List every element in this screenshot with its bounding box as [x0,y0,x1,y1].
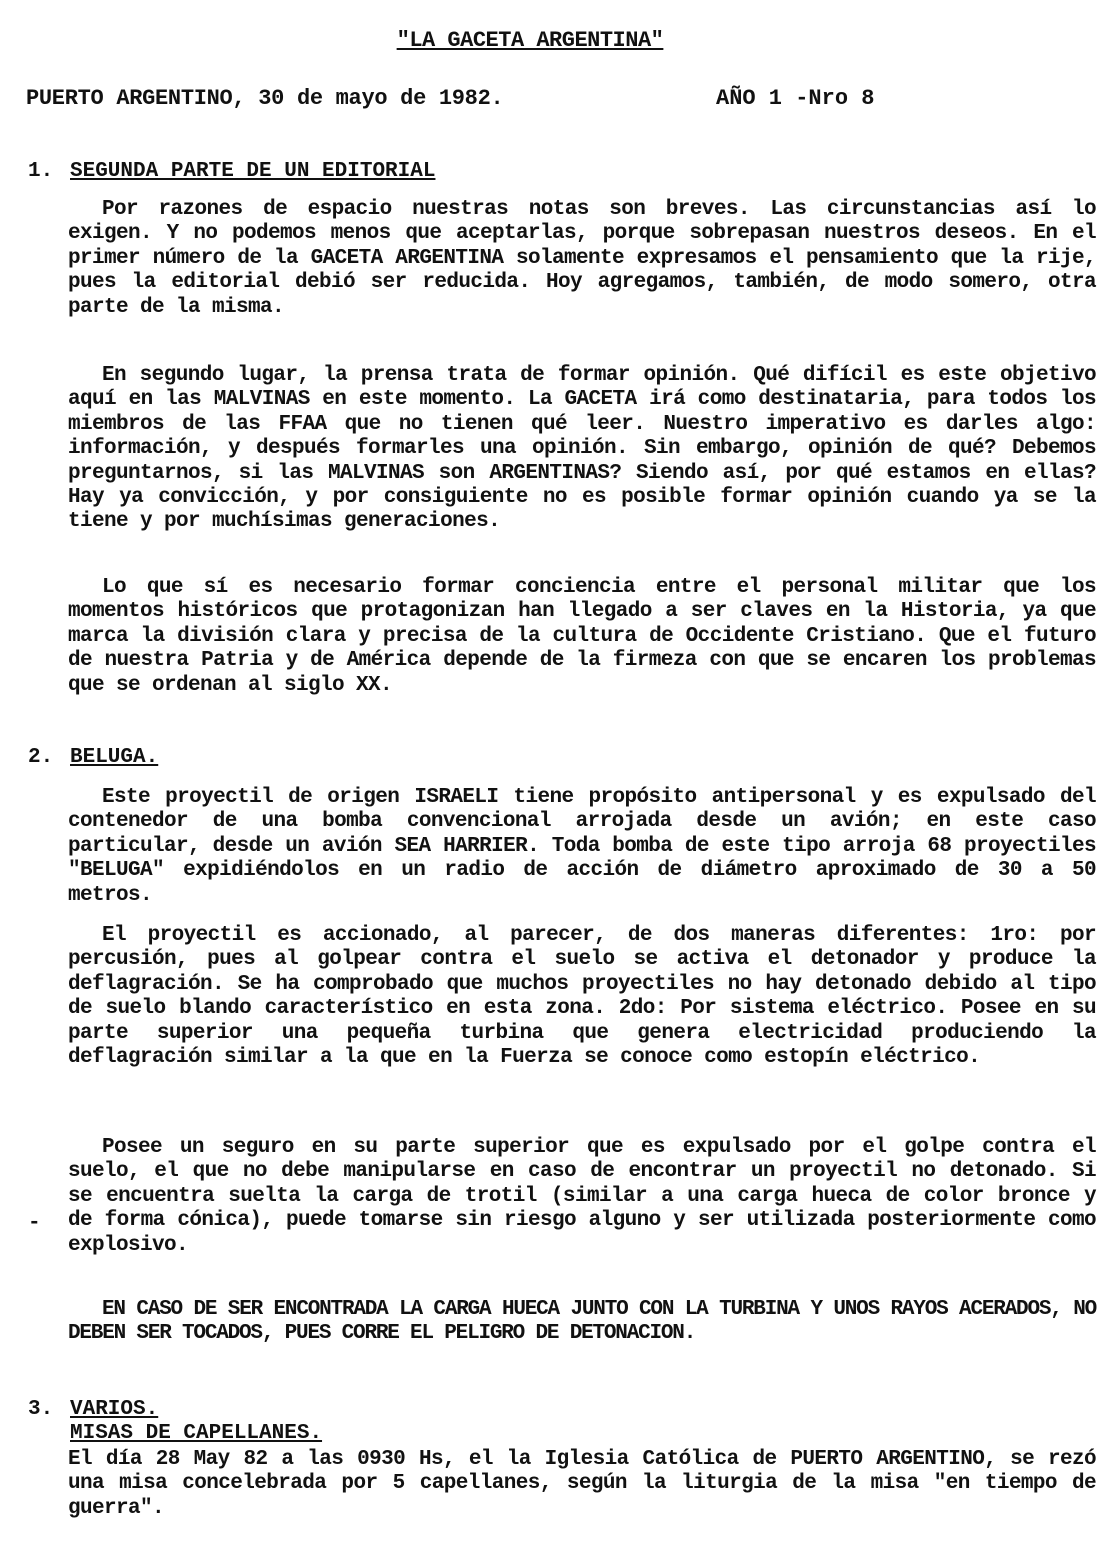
warning-paragraph: EN CASO DE SER ENCONTRADA LA CARGA HUECA JUNTO CON LA TURBINA Y UNOS RAYOS ACERADOS, NO DEBEN SER TOCADOS, PUES CORRE EL PELIGRO DE DETONACION. [68,1298,1096,1346]
section-1-heading [28,160,435,183]
issue-number: AÑO 1 -Nro 8 [716,86,875,111]
paragraph: Posee un seguro en su parte superior que es expulsado por el golpe contra el suelo, el que no debe manipularse en caso de encontrar un proyectil no detonado. Si se encuentra suelta la carga de trotil (similar a una carga hueca de color bronce y de forma cónica), puede tomarse sin riesgo alguno y ser utilizada posteriormente como explosivo. [68,1136,1096,1257]
newspaper-title: "LA GACETA ARGENTINA" [396,28,664,53]
paragraph: En segundo lugar, la prensa trata de formar opinión. Qué difícil es este objetivo aquí en las MALVINAS en este momento. La GACETA irá como destinataria, para todos los miembros de las FFAA que no tienen qué leer. Nuestro imperativo es darles algo: información, y después formarles una opinión. Sin embargo, opinión de qué? Debemos preguntarnos, si las MALVINAS son ARGENTINAS? Siendo así, por qué estamos en ellas? Hay ya convicción, y por consiguiente no es posible formar opinión cuando ya se la tiene y por muchísimas generaciones. [68,364,1096,534]
section-number: 2. [28,746,54,769]
section-number: 3. [28,1398,54,1421]
section-title: VARIOS. [70,1398,159,1421]
section-title: SEGUNDA PARTE DE UN EDITORIAL [70,160,436,183]
paragraph: El proyectil es accionado, al parecer, de dos maneras diferentes: 1ro: por percusión, pues al golpear contra el suelo se activa el detonador y produce la deflagración. Se ha comprobado que muchos proyectiles no hay detonado debido al tipo de suelo blando característico en esta zona. 2do: Por sistema eléctrico. Posee en su parte superior una pequeña turbina que genera electricidad produciendo la deflagración similar a la que en la Fuerza se conoce como estopín eléctrico. [68,924,1096,1070]
paragraph: Por razones de espacio nuestras notas son breves. Las circunstancias así lo exigen. Y no podemos menos que aceptarlas, porque sobrepasan nuestros deseos. En el primer número de la GACETA ARGENTINA solamente expresamos el pensamiento que la rije, pues la editorial debió ser reducida. Hoy agregamos, también, de modo somero, otra parte de la misma. [68,198,1096,319]
margin-mark: - [28,1212,41,1235]
section-number: 1. [28,160,54,183]
subsection-title: MISAS DE CAPELLANES. [70,1422,323,1445]
paragraph: El día 28 May 82 a las 0930 Hs, el la Iglesia Católica de PUERTO ARGENTINO, se rezó una misa concelebrada por 5 capellanes, según la liturgia de la misa "en tiempo de guerra". [68,1448,1096,1520]
section-3-heading [28,1398,158,1421]
paragraph: Este proyectil de origen ISRAELI tiene propósito antipersonal y es expulsado del contenedor de una bomba convencional arrojada desde un avión; en este caso particular, desde un avión SEA HARRIER. Toda bomba de este tipo arroja 68 proyectiles "BELUGA" expidiéndolos en un radio de acción de diámetro aproximado de 30 a 50 metros. [68,786,1096,907]
section-2-heading [28,746,158,769]
section-3-subtitle [70,1422,322,1445]
paragraph: Lo que sí es necesario formar conciencia entre el personal militar que los momentos históricos que protagonizan han llegado a ser claves en la Historia, ya que marca la división clara y precisa de la cultura de Occidente Cristiano. Que el futuro de nuestra Patria y de América depende de la firmeza con que se encaren los problemas que se ordenan al siglo XX. [68,576,1096,697]
dateline: PUERTO ARGENTINO, 30 de mayo de 1982. [26,86,504,111]
section-title: BELUGA. [70,746,159,769]
